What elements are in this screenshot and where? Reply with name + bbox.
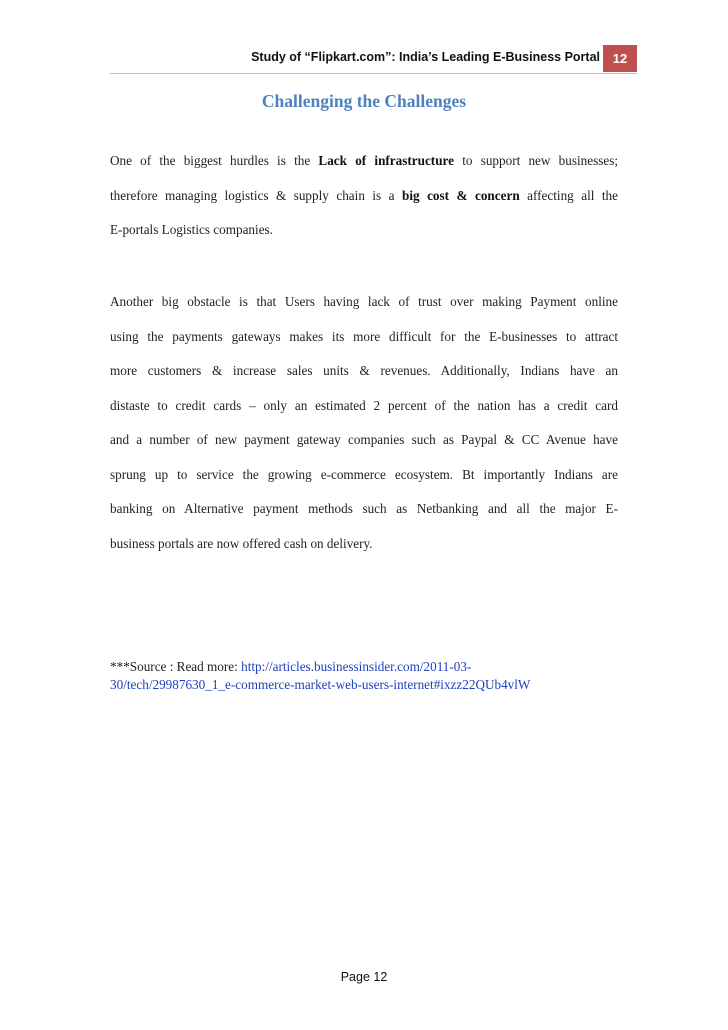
paragraph-line: therefore managing logistics & supply chain is a big cost & concern affecting all the: [110, 187, 618, 203]
page-header: [110, 45, 637, 74]
paragraph-payments: [110, 285, 618, 561]
paragraph-line: using the payments gateways makes its more difficult for the E-businesses to attract: [110, 328, 618, 344]
header-title: Study of “Flipkart.com”: India’s Leading E-Business Portal: [251, 50, 600, 64]
paragraph-line: distaste to credit cards – only an estimated 2 percent of the nation has a credit card: [110, 397, 618, 413]
source-prefix: ***Source : Read more:: [110, 659, 242, 674]
paragraph-line: One of the biggest hurdles is the Lack of infrastructure to support new businesses;: [110, 153, 618, 168]
paragraph-line: E-portals Logistics companies.: [110, 222, 273, 237]
page-number-badge: 12: [603, 45, 637, 72]
paragraph-line: business portals are now offered cash on delivery.: [110, 535, 373, 551]
section-heading: Challenging the Challenges: [261, 91, 467, 111]
paragraph-line: sprung up to service the growing e-commerce ecosystem. Bt importantly Indians are: [110, 466, 618, 482]
paragraph-line: banking on Alternative payment methods such as Netbanking and all the major E-: [110, 501, 618, 516]
bold-phrase: big cost & concern: [402, 187, 520, 203]
paragraph-line: Another big obstacle is that Users having lack of trust over making Payment online: [110, 294, 618, 309]
paragraph-line: more customers & increase sales units & revenues. Additionally, Indians have an: [110, 363, 618, 378]
source-citation: [110, 658, 630, 694]
paragraph-infrastructure: [110, 144, 618, 248]
page-footer: Page 12: [340, 970, 388, 984]
source-link-continued[interactable]: 30/tech/29987630_1_e-commerce-market-web-users-internet#ixzz22QUb4vlW: [110, 677, 531, 692]
source-link[interactable]: http://articles.businessinsider.com/2011-03-: [241, 659, 472, 674]
bold-phrase: Lack of infrastructure: [318, 153, 454, 168]
paragraph-line: and a number of new payment gateway companies such as Paypal & CC Avenue have: [110, 432, 618, 447]
